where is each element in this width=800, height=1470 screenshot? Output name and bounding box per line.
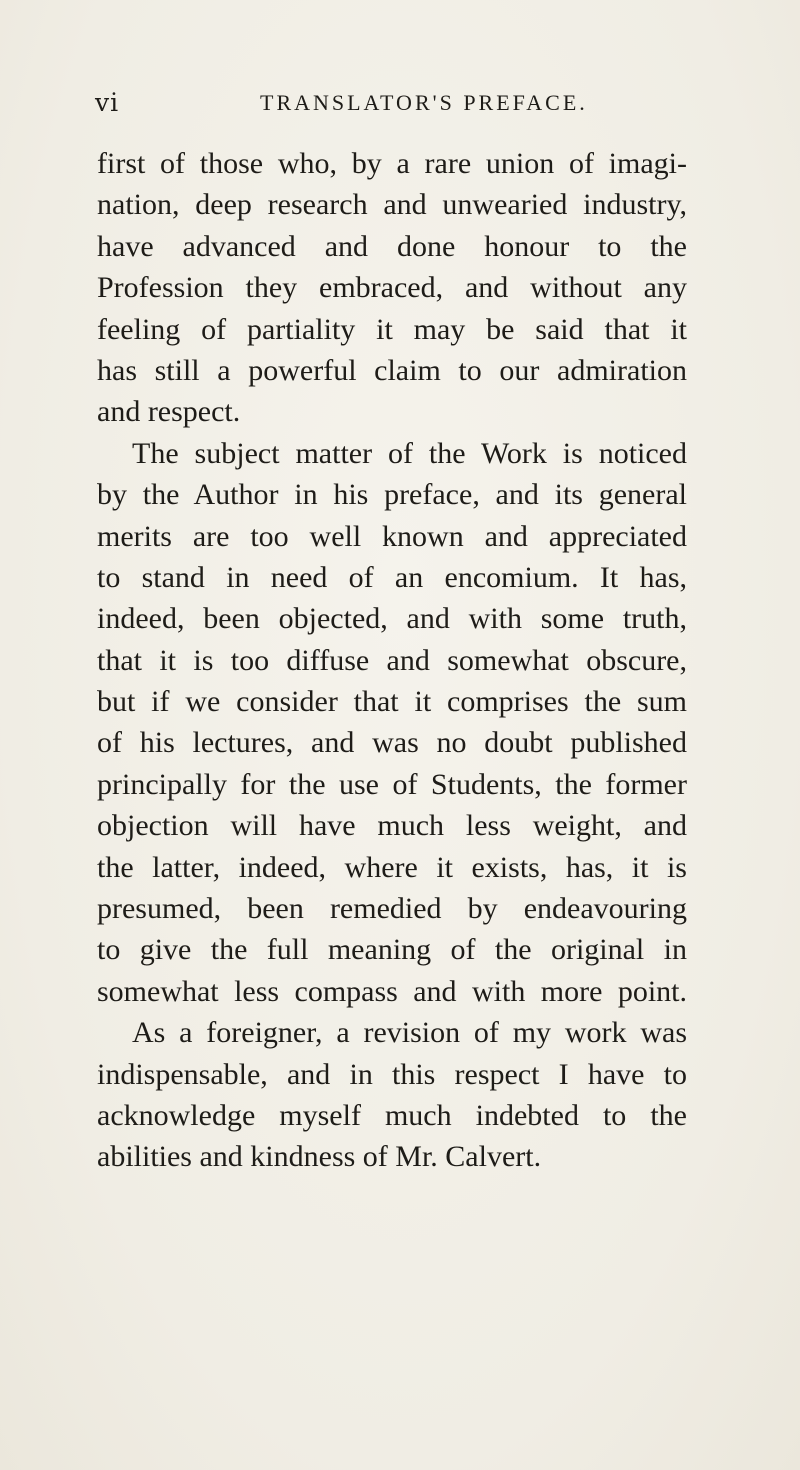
text-line: presumed, been remedied by endeavouring [97,892,687,926]
text-line: principally for the use of Students, the former [97,767,687,801]
text-line: but if we consider that it comprises the sum [97,685,687,719]
text-line: by the Author in his preface, and its general [97,478,687,512]
running-title: TRANSLATOR'S PREFACE. [260,90,588,115]
running-head [95,88,685,128]
text-line: have advanced and done honour to the [97,229,687,263]
text-line: indispensable, and in this respect I have to [97,1057,687,1091]
text-line: and respect. [97,395,241,429]
text-line: has still a powerful claim to our admiration [97,353,687,387]
text-line: Profession they embraced, and without any [97,271,687,305]
page-number: vi [95,88,120,117]
text-line: indeed, been objected, and with some truth, [97,602,687,636]
text-line: nation, deep research and unwearied industry, [97,188,687,222]
text-line: to stand in need of an encomium. It has, [97,560,687,594]
text-line: somewhat less compass and with more point. [97,974,687,1008]
text-line: objection will have much less weight, and [97,809,687,843]
text-line: As a foreigner, a revision of my work was [132,1016,687,1050]
text-line: of his lectures, and was no doubt published [97,726,687,760]
text-line: to give the full meaning of the original in [97,933,687,967]
body-text [97,143,687,1178]
text-line: abilities and kindness of Mr. Calvert. [97,1140,542,1174]
text-line: the latter, indeed, where it exists, has, it is [97,850,687,884]
text-line: first of those who, by a rare union of imagi- [97,147,687,180]
text-line: The subject matter of the Work is noticed [132,436,687,470]
text-line: merits are too well known and appreciated [97,519,687,553]
text-line: that it is too diffuse and somewhat obscure, [97,643,687,677]
text-line: feeling of partiality it may be said that it [97,312,687,346]
text-line: acknowledge myself much indebted to the [97,1098,687,1132]
